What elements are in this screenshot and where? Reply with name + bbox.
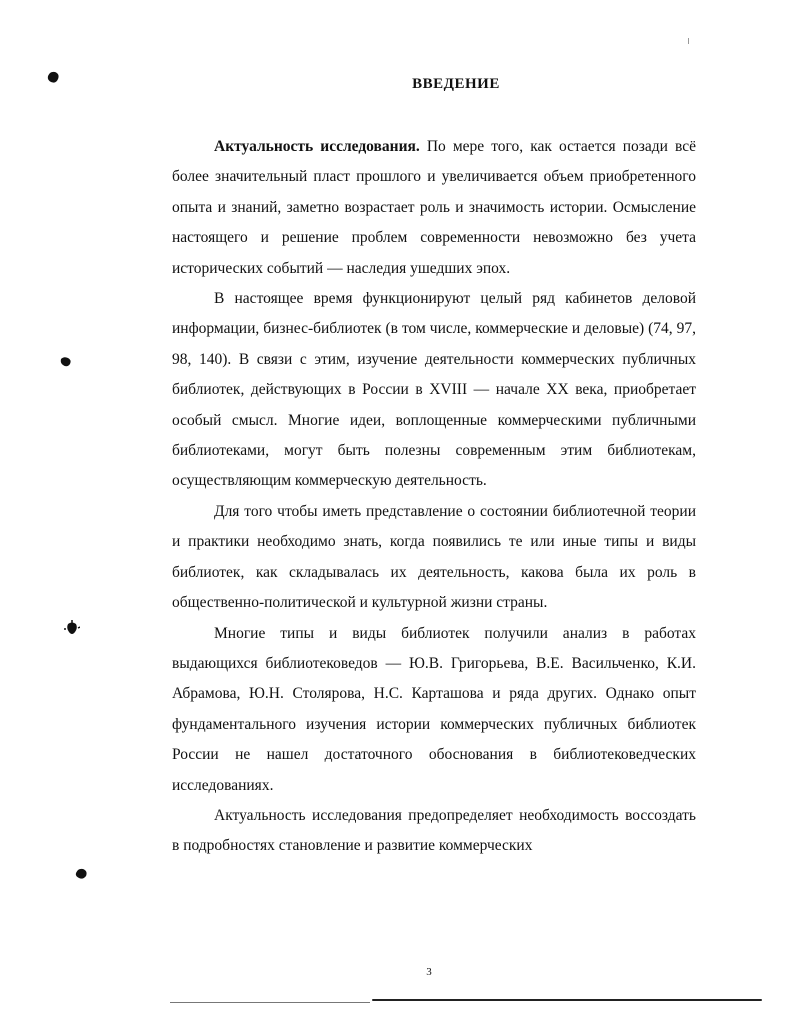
paragraph: Для того чтобы иметь представление о состоянии библиотечной теории и практики необходимо знать, когда появились те или иные типы и виды библиотек, как складывалась их деятельность, какова была их роль в общественно-политической и культурной жизни страны. bbox=[172, 502, 696, 612]
paragraph: Многие типы и виды библиотек получили анализ в работах выдающихся библиотековедов — Ю.В. Григорьева, В.Е. Васильченко, К.И. Абрамова, Ю.Н. Столярова, Н.С. Карташова и ряда других. Однако опыт фундаментального изучения истории коммерческих публичных библиотек России не нашел достаточного обоснования в библиотековедческих исследованиях. bbox=[172, 624, 696, 794]
footer-rule bbox=[372, 999, 762, 1001]
footer-rule-faint bbox=[170, 1002, 370, 1003]
punch-hole-mark bbox=[46, 70, 62, 86]
paragraph-text: По мере того, как остается позади всё более значительный пласт прошлого и увеличивается объем приобретенного опыта и знаний, заметно возрастает роль и значимость истории. Осмысление настоящего и решение проблем современности невозможно без учета исторических событий — наследия ушедших эпох. bbox=[172, 138, 696, 277]
page-title: ВВЕДЕНИЕ bbox=[412, 76, 500, 92]
punch-hole-mark bbox=[74, 866, 90, 882]
paragraph: В настоящее время функционируют целый ряд кабинетов деловой информации, бизнес-библиотек (в том числе, коммерческие и деловые) (74, 97, 98, 140). В связи с этим, изучение деятельности коммерческих публичных библиотек, действующих в России в XVIII — начале XX века, приобретает особый смысл. Многие идеи, воплощенные коммерческими публичными библиотеками, могут быть полезны современным этим библиотекам, осуществляющим коммерческую деятельность. bbox=[172, 290, 696, 490]
scan-mark bbox=[688, 38, 689, 44]
paragraph: Актуальность исследования предопределяет необходимость воссоздать в подробностях становление и развитие коммерческих bbox=[172, 806, 696, 855]
paragraph-lead: Актуальность исследования. bbox=[214, 138, 420, 155]
page-number: 3 bbox=[426, 966, 432, 978]
punch-hole-mark bbox=[58, 354, 74, 370]
body-text bbox=[172, 132, 696, 862]
punch-hole-mark bbox=[64, 620, 80, 638]
paragraph bbox=[172, 132, 696, 284]
